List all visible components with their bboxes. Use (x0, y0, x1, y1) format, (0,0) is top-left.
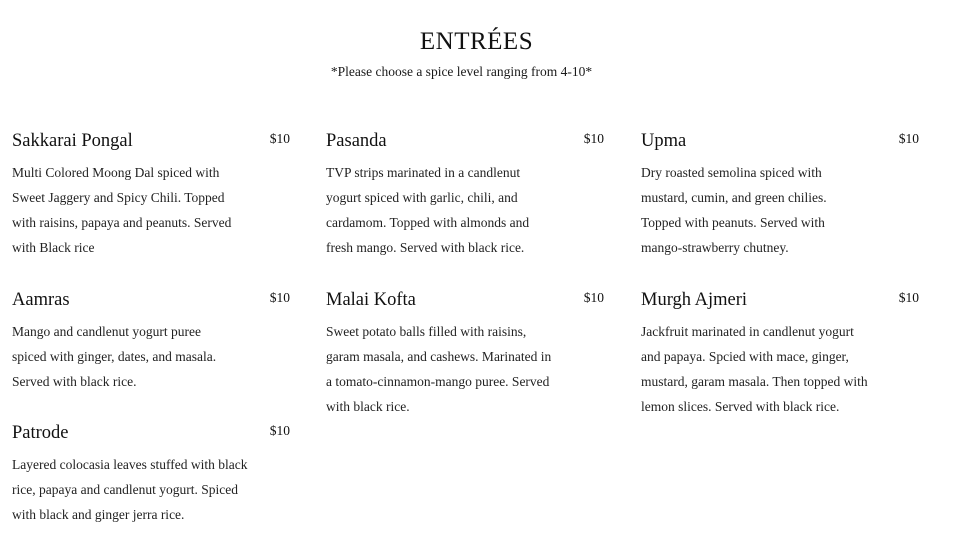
item-description: Sweet potato balls filled with raisins, garam masala, and cashews. Marinated in a tomato-cinnamon-mango puree. Served with black rice. (326, 324, 552, 414)
item-description: Multi Colored Moong Dal spiced with Sweet Jaggery and Spicy Chili. Topped with raisins, papaya and peanuts. Served with Black rice (12, 165, 232, 255)
item-price: $10 (269, 131, 290, 146)
item-description: Layered colocasia leaves stuffed with black rice, papaya and candlenut yogurt. Spiced with black and ginger jerra rice. (12, 457, 248, 522)
item-price: $10 (583, 131, 604, 146)
item-name: Patrode (12, 423, 69, 443)
item-description: Jackfruit marinated in candlenut yogurt and papaya. Spcied with mace, ginger, mustard, garam masala. Then topped with lemon slices. Served with black rice. (641, 324, 868, 414)
item-name: Pasanda (326, 131, 387, 151)
item-description: TVP strips marinated in a candlenut yogurt spiced with garlic, chili, and cardamom. Topped with almonds and fresh mango. Served with black rice. (326, 165, 530, 255)
item-price: $10 (269, 423, 290, 438)
item-name: Upma (641, 131, 687, 151)
item-price: $10 (898, 131, 919, 146)
page-title: ENTRÉES (419, 28, 534, 55)
item-name: Sakkarai Pongal (12, 131, 133, 151)
item-price: $10 (269, 290, 290, 305)
item-description: Dry roasted semolina spiced with mustard, cumin, and green chilies. Topped with peanuts. Served with mango-strawberry chutney. (641, 165, 827, 255)
spice-level-note: *Please choose a spice level ranging from 4-10* (330, 64, 593, 79)
item-description: Mango and candlenut yogurt puree spiced with ginger, dates, and masala. Served with black rice. (12, 324, 217, 389)
item-price: $10 (898, 290, 919, 305)
item-name: Murgh Ajmeri (641, 290, 748, 310)
item-price: $10 (583, 290, 604, 305)
item-name: Malai Kofta (326, 290, 416, 310)
item-name: Aamras (12, 290, 70, 310)
